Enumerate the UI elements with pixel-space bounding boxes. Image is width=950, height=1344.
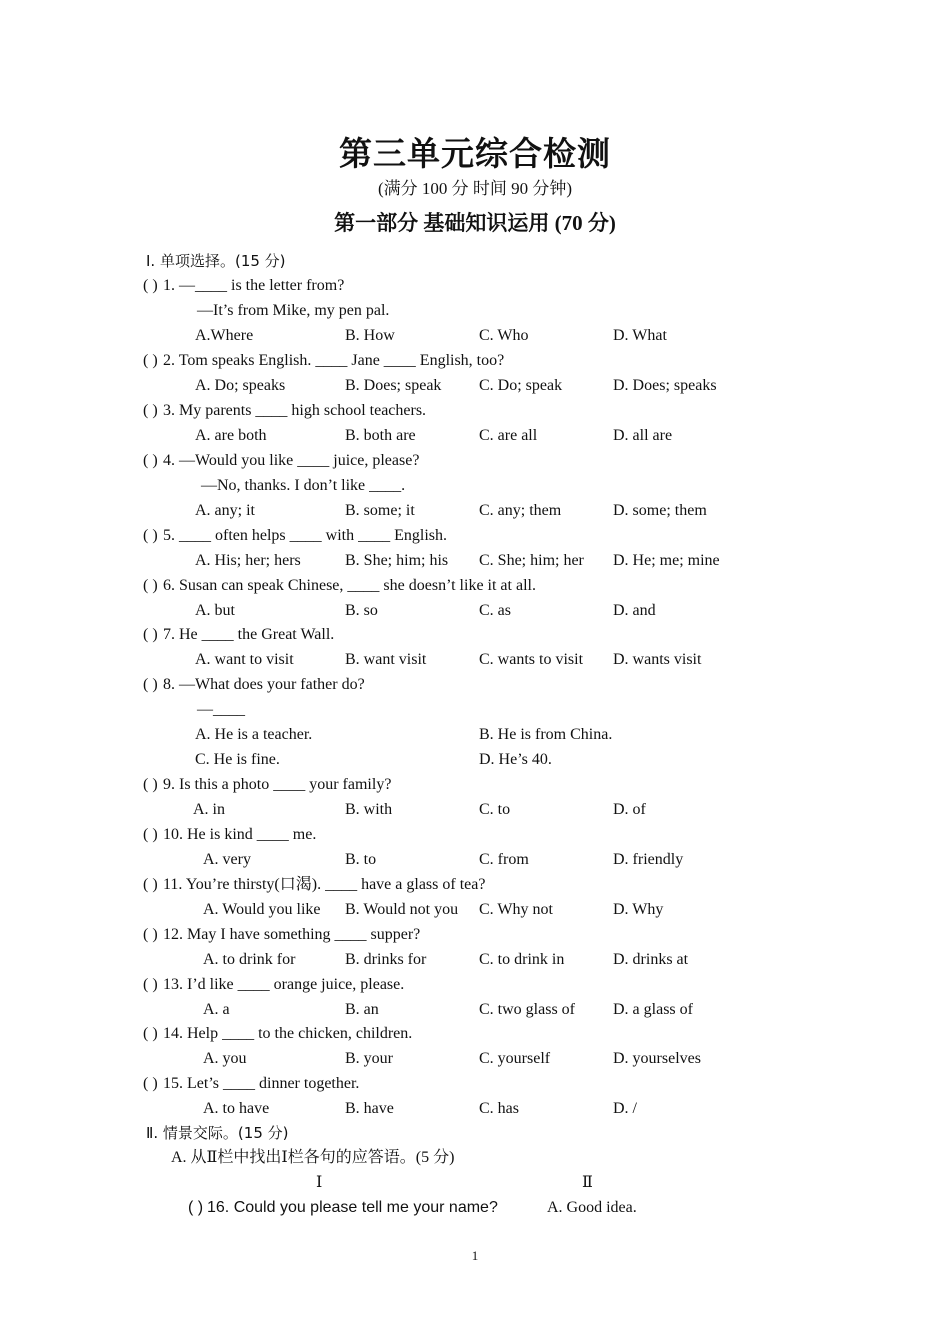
question-9-option-b: B. with (345, 801, 393, 818)
question-16-paren: ( ) (188, 1199, 204, 1216)
question-10-stem: 10. He is kind ____ me. (163, 826, 317, 843)
question-7-option-c: C. wants to visit (479, 651, 584, 668)
question-10-option-a: A. very (203, 851, 251, 868)
question-8-option-d: D. He’s 40. (479, 751, 552, 768)
question-6-paren: ( ) (143, 577, 158, 594)
question-14-stem: 14. Help ____ to the chicken, children. (163, 1025, 413, 1042)
part-title: 第一部分 基础知识运用 (70 分) (334, 211, 616, 235)
question-14-option-c: C. yourself (479, 1050, 551, 1067)
question-1-paren: ( ) (143, 277, 158, 294)
question-3-paren: ( ) (143, 402, 158, 419)
question-2-paren: ( ) (143, 352, 158, 369)
question-10-option-d: D. friendly (613, 851, 684, 868)
question-15-stem: 15. Let’s ____ dinner together. (163, 1075, 360, 1092)
question-4-option-d: D. some; them (613, 502, 707, 519)
question-4-option-c: C. any; them (479, 502, 562, 519)
question-8-paren: ( ) (143, 676, 158, 693)
question-11-paren: ( ) (143, 876, 158, 893)
question-8-option-c: C. He is fine. (195, 751, 280, 768)
question-9-option-c: C. to (479, 801, 511, 818)
question-13-option-a: A. a (203, 1001, 230, 1018)
question-1-option-b: B. How (345, 327, 395, 344)
question-15-paren: ( ) (143, 1075, 158, 1092)
question-7-option-d: D. wants visit (613, 651, 702, 668)
question-13-option-d: D. a glass of (613, 1001, 693, 1018)
question-4-option-a: A. any; it (195, 502, 255, 519)
question-12-paren: ( ) (143, 926, 158, 943)
question-7-option-a: A. want to visit (195, 651, 294, 668)
question-12-stem: 12. May I have something ____ supper? (163, 926, 421, 943)
question-1-option-a: A.Where (195, 327, 254, 344)
section-heading-2: Ⅱ. 情景交际。(15 分) (146, 1124, 289, 1142)
question-8-option-a: A. He is a teacher. (195, 726, 313, 743)
question-1-stem: 1. —____ is the letter from? (163, 277, 345, 294)
question-15-option-d: D. / (613, 1100, 637, 1117)
question-16-stem: 16. Could you please tell me your name? (207, 1199, 498, 1216)
question-10-option-c: C. from (479, 851, 529, 868)
question-15-option-c: C. has (479, 1100, 519, 1117)
question-13-stem: 13. I’d like ____ orange juice, please. (163, 976, 405, 993)
section-heading-1: Ⅰ. 单项选择。(15 分) (146, 252, 286, 270)
question-5-paren: ( ) (143, 527, 158, 544)
page-number: 1 (471, 1248, 479, 1263)
question-14-option-a: A. you (203, 1050, 247, 1067)
question-13-paren: ( ) (143, 976, 158, 993)
question-3-option-d: D. all are (613, 427, 673, 444)
question-3-option-a: A. are both (195, 427, 267, 444)
question-4-option-b: B. some; it (345, 502, 415, 519)
question-10-paren: ( ) (143, 826, 158, 843)
question-4-paren: ( ) (143, 452, 158, 469)
question-6-option-a: A. but (195, 602, 235, 619)
question-8-stem: 8. —What does your father do? (163, 676, 365, 693)
question-16-answer: A. Good idea. (547, 1199, 637, 1216)
question-9-option-d: D. of (613, 801, 646, 818)
question-9-stem: 9. Is this a photo ____ your family? (163, 776, 392, 793)
question-6-option-d: D. and (613, 602, 656, 619)
question-3-stem: 3. My parents ____ high school teachers. (163, 402, 427, 419)
question-2-option-a: A. Do; speaks (195, 377, 286, 394)
question-7-paren: ( ) (143, 626, 158, 643)
column-header-1: Ⅰ (316, 1174, 323, 1191)
question-11-stem: 11. You’re thirsty(口渴). ____ have a glass of tea? (163, 876, 486, 893)
question-5-option-a: A. His; her; hers (195, 552, 301, 569)
question-13-option-b: B. an (345, 1001, 379, 1018)
question-12-option-a: A. to drink for (203, 951, 296, 968)
column-header-2: Ⅱ (582, 1174, 593, 1191)
question-15-option-b: B. have (345, 1100, 394, 1117)
question-2-option-d: D. Does; speaks (613, 377, 717, 394)
question-11-option-d: D. Why (613, 901, 664, 918)
question-11-option-a: A. Would you like (203, 901, 321, 918)
question-2-option-c: C. Do; speak (479, 377, 563, 394)
question-5-stem: 5. ____ often helps ____ with ____ English. (163, 527, 447, 544)
question-8-option-b: B. He is from China. (479, 726, 613, 743)
question-2-stem: 2. Tom speaks English. ____ Jane ____ English, too? (163, 352, 505, 369)
question-12-option-b: B. drinks for (345, 951, 427, 968)
question-5-option-c: C. She; him; her (479, 552, 584, 569)
question-1-option-c: C. Who (479, 327, 529, 344)
page-subtitle: (满分 100 分 时间 90 分钟) (377, 179, 573, 198)
question-10-option-b: B. to (345, 851, 377, 868)
question-2-option-b: B. Does; speak (345, 377, 442, 394)
question-7-stem: 7. He ____ the Great Wall. (163, 626, 335, 643)
question-6-stem: 6. Susan can speak Chinese, ____ she doesn’t like it at all. (163, 577, 536, 594)
question-5-option-d: D. He; me; mine (613, 552, 720, 569)
question-1-stem-line2: —It’s from Mike, my pen pal. (197, 302, 390, 319)
question-5-option-b: B. She; him; his (345, 552, 449, 569)
question-1-option-d: D. What (613, 327, 667, 344)
question-11-option-b: B. Would not you (345, 901, 459, 918)
question-8-stem-line2: —____ (197, 701, 245, 718)
question-14-paren: ( ) (143, 1025, 158, 1042)
question-4-stem-line2: —No, thanks. I don’t like ____. (201, 477, 406, 494)
question-11-option-c: C. Why not (479, 901, 553, 918)
question-3-option-c: C. are all (479, 427, 538, 444)
question-4-stem: 4. —Would you like ____ juice, please? (163, 452, 420, 469)
question-9-paren: ( ) (143, 776, 158, 793)
question-9-option-a: A. in (193, 801, 225, 818)
question-7-option-b: B. want visit (345, 651, 427, 668)
question-14-option-b: B. your (345, 1050, 393, 1067)
question-13-option-c: C. two glass of (479, 1001, 575, 1018)
section-2a-instruction: A. 从Ⅱ栏中找出Ⅰ栏各句的应答语。(5 分) (171, 1149, 455, 1166)
question-14-option-d: D. yourselves (613, 1050, 701, 1067)
question-12-option-d: D. drinks at (613, 951, 689, 968)
question-15-option-a: A. to have (203, 1100, 270, 1117)
question-12-option-c: C. to drink in (479, 951, 565, 968)
question-6-option-b: B. so (345, 602, 378, 619)
page-title: 第三单元综合检测 (339, 134, 611, 173)
question-3-option-b: B. both are (345, 427, 416, 444)
question-6-option-c: C. as (479, 602, 511, 619)
